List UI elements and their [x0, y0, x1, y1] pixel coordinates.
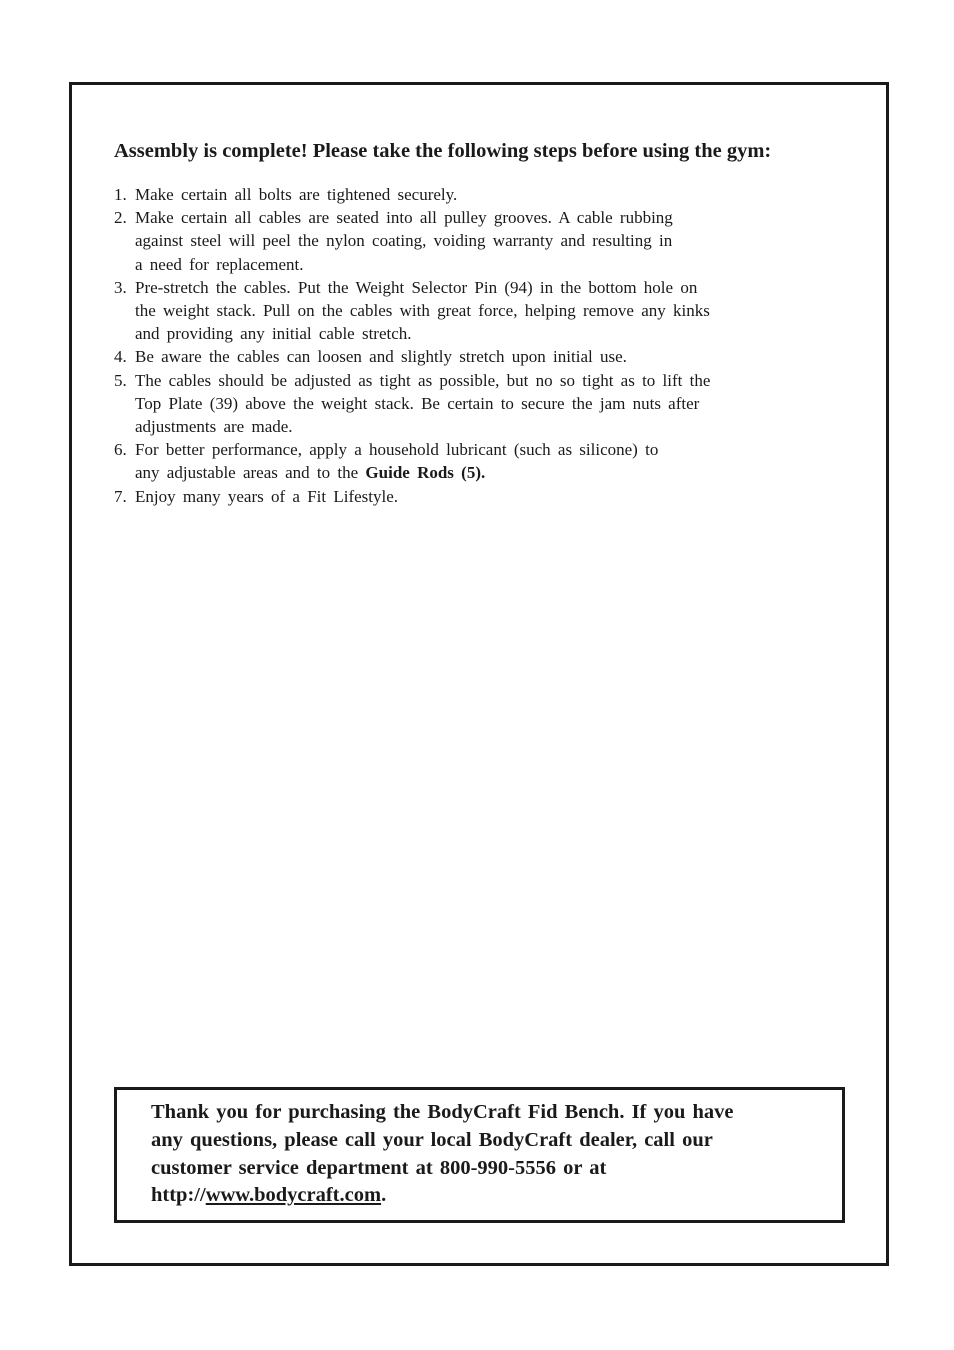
step-text: Make certain all bolts are tightened securely. [135, 185, 458, 204]
step-number: 7. [114, 486, 127, 506]
step-text: Make certain all cables are seated into all pulley grooves. A cable rubbing [135, 208, 673, 228]
steps-list [114, 183, 834, 508]
step-number: 2. [114, 208, 127, 228]
step-number: 6. [114, 440, 127, 460]
step-text: The cables should be adjusted as tight as possible, but no so tight as to lift the [135, 370, 711, 390]
thank-you-line: Thank you for purchasing the BodyCraft Fid Bench. If you have [151, 1101, 734, 1123]
page-heading: Assembly is complete! Please take the following steps before using the gym: [114, 140, 772, 162]
step-item [114, 345, 834, 368]
step-text: Enjoy many years of a Fit Lifestyle. [135, 486, 399, 506]
step-text: any adjustable areas and to the [135, 463, 366, 483]
step-item [114, 206, 834, 276]
step-number: 4. [114, 347, 127, 367]
step-number: 3. [114, 277, 127, 297]
step-text-last-line [135, 461, 834, 484]
thank-you-line: any questions, please call your local BodyCraft dealer, call our [151, 1128, 713, 1151]
step-item [114, 438, 834, 484]
step-item [114, 485, 834, 508]
thank-you-message [151, 1099, 734, 1210]
step-number: 5. [114, 370, 127, 390]
url-prefix: http:// [151, 1184, 206, 1207]
step-item [114, 369, 834, 439]
step-text: Be aware the cables can loosen and slightly stretch upon initial use. [135, 347, 627, 367]
step-text: against steel will peel the nylon coating, voiding warranty and resulting in [135, 231, 673, 251]
step-item [114, 183, 834, 206]
url-suffix: . [381, 1184, 387, 1207]
guide-rods-label: Guide Rods (5). [365, 463, 486, 483]
step-text: adjustments are made. [135, 417, 293, 437]
step-text: Pre-stretch the cables. Put the Weight Selector Pin (94) in the bottom hole on [135, 277, 698, 297]
step-number: 1. [114, 185, 127, 204]
step-text: the weight stack. Pull on the cables with great force, helping remove any kinks [135, 301, 710, 321]
thank-you-line: customer service department at 800-990-5556 or at [151, 1156, 607, 1179]
thank-you-box [114, 1087, 845, 1223]
website-link[interactable]: www.bodycraft.com [205, 1184, 382, 1207]
step-text: and providing any initial cable stretch. [135, 324, 412, 344]
step-text: Top Plate (39) above the weight stack. Be certain to secure the jam nuts after [135, 393, 700, 413]
step-text: For better performance, apply a household lubricant (such as silicone) to [135, 440, 659, 460]
step-text: a need for replacement. [135, 254, 304, 274]
thank-you-line [151, 1182, 734, 1210]
step-item [114, 276, 834, 346]
